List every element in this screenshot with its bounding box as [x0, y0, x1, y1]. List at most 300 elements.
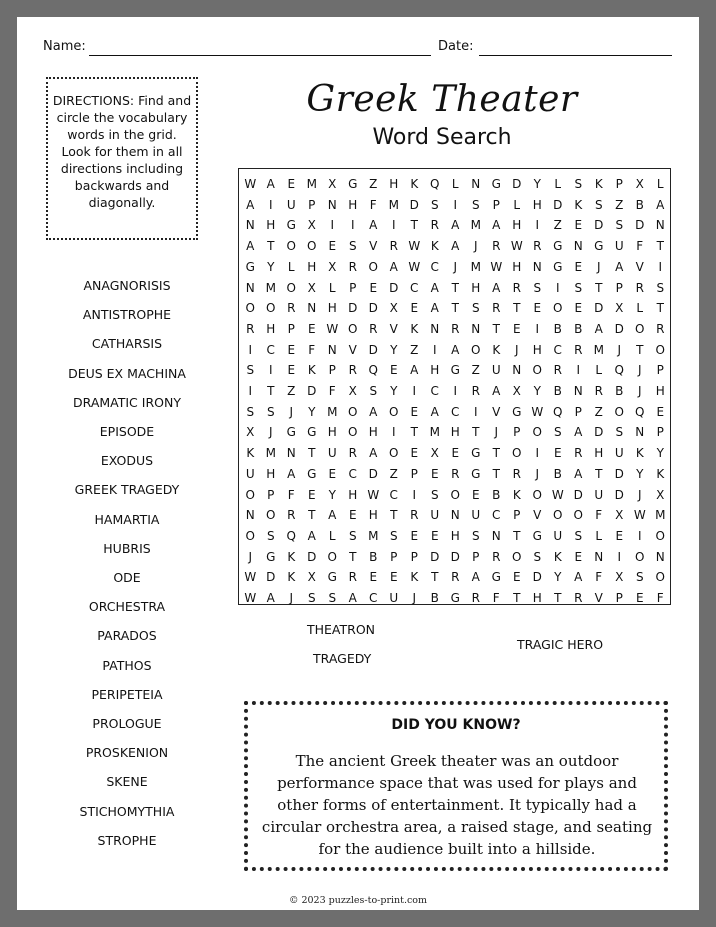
- grid-letter[interactable]: N: [327, 197, 337, 212]
- grid-letter[interactable]: C: [266, 342, 275, 357]
- grid-letter[interactable]: W: [490, 259, 503, 274]
- grid-letter[interactable]: N: [245, 508, 255, 523]
- grid-letter[interactable]: T: [636, 342, 644, 357]
- grid-letter[interactable]: P: [410, 549, 418, 564]
- grid-letter[interactable]: J: [268, 425, 273, 440]
- grid-letter[interactable]: G: [512, 404, 522, 419]
- grid-letter[interactable]: S: [471, 301, 480, 316]
- grid-letter[interactable]: U: [614, 446, 624, 461]
- grid-letter[interactable]: I: [391, 218, 396, 233]
- grid-letter[interactable]: R: [430, 218, 439, 233]
- grid-letter[interactable]: I: [453, 197, 458, 212]
- grid-letter[interactable]: M: [470, 218, 481, 233]
- grid-letter[interactable]: D: [594, 218, 604, 233]
- grid-letter[interactable]: R: [348, 446, 357, 461]
- grid-letter[interactable]: S: [430, 487, 439, 502]
- grid-letter[interactable]: F: [595, 508, 603, 523]
- grid-letter[interactable]: H: [450, 528, 460, 543]
- grid-letter[interactable]: A: [615, 259, 624, 274]
- grid-letter[interactable]: I: [617, 549, 622, 564]
- grid-letter[interactable]: T: [472, 425, 480, 440]
- grid-letter[interactable]: A: [471, 570, 480, 585]
- grid-letter[interactable]: H: [594, 446, 604, 461]
- grid-letter[interactable]: O: [532, 363, 542, 378]
- grid-letter[interactable]: B: [430, 591, 439, 605]
- grid-letter[interactable]: E: [430, 466, 439, 481]
- grid-letter[interactable]: H: [348, 197, 358, 212]
- grid-letter[interactable]: M: [265, 280, 276, 295]
- grid-letter[interactable]: D: [614, 466, 624, 481]
- grid-letter[interactable]: V: [369, 239, 378, 254]
- grid-letter[interactable]: Y: [267, 259, 275, 274]
- grid-letter[interactable]: E: [287, 342, 296, 357]
- grid-letter[interactable]: P: [615, 177, 623, 191]
- grid-letter[interactable]: A: [492, 280, 501, 295]
- grid-letter[interactable]: W: [408, 239, 421, 254]
- grid-letter[interactable]: X: [328, 177, 337, 191]
- grid-letter[interactable]: U: [614, 239, 624, 254]
- grid-letter[interactable]: S: [471, 197, 480, 212]
- grid-letter[interactable]: I: [248, 342, 253, 357]
- grid-letter[interactable]: H: [348, 487, 358, 502]
- grid-letter[interactable]: W: [510, 239, 523, 254]
- grid-letter[interactable]: P: [410, 466, 418, 481]
- grid-letter[interactable]: E: [348, 508, 357, 523]
- grid-letter[interactable]: E: [471, 487, 480, 502]
- grid-letter[interactable]: D: [430, 549, 440, 564]
- grid-letter[interactable]: S: [635, 570, 644, 585]
- grid-letter[interactable]: S: [594, 197, 603, 212]
- grid-letter[interactable]: G: [307, 466, 317, 481]
- grid-letter[interactable]: T: [656, 239, 664, 254]
- grid-letter[interactable]: D: [348, 301, 358, 316]
- grid-letter[interactable]: W: [633, 508, 646, 523]
- grid-letter[interactable]: K: [410, 177, 419, 191]
- grid-letter[interactable]: D: [389, 280, 399, 295]
- grid-letter[interactable]: H: [532, 591, 542, 605]
- grid-letter[interactable]: A: [307, 528, 316, 543]
- grid-letter[interactable]: H: [450, 425, 460, 440]
- grid-letter[interactable]: O: [266, 508, 276, 523]
- grid-letter[interactable]: S: [389, 528, 398, 543]
- grid-letter[interactable]: I: [535, 321, 540, 336]
- grid-letter[interactable]: Q: [614, 363, 624, 378]
- grid-letter[interactable]: J: [453, 259, 458, 274]
- grid-letter[interactable]: D: [573, 487, 583, 502]
- grid-letter[interactable]: N: [245, 218, 255, 233]
- grid-letter[interactable]: J: [494, 425, 499, 440]
- grid-letter[interactable]: L: [554, 177, 562, 191]
- grid-letter[interactable]: M: [265, 446, 276, 461]
- grid-letter[interactable]: Z: [389, 466, 398, 481]
- grid-letter[interactable]: U: [389, 591, 399, 605]
- grid-letter[interactable]: C: [430, 259, 439, 274]
- grid-letter[interactable]: Z: [553, 218, 562, 233]
- grid-letter[interactable]: V: [594, 591, 603, 605]
- grid-letter[interactable]: D: [307, 549, 317, 564]
- grid-letter[interactable]: P: [513, 508, 521, 523]
- grid-letter[interactable]: E: [389, 363, 398, 378]
- grid-letter[interactable]: A: [389, 259, 398, 274]
- grid-letter[interactable]: O: [266, 301, 276, 316]
- grid-letter[interactable]: Y: [328, 487, 336, 502]
- grid-letter[interactable]: T: [492, 321, 500, 336]
- grid-letter[interactable]: W: [244, 591, 257, 605]
- grid-letter[interactable]: F: [369, 197, 377, 212]
- grid-letter[interactable]: I: [555, 280, 560, 295]
- grid-letter[interactable]: G: [553, 259, 563, 274]
- grid-letter[interactable]: P: [287, 321, 295, 336]
- grid-letter[interactable]: W: [367, 487, 380, 502]
- grid-letter[interactable]: M: [593, 342, 604, 357]
- grid-letter[interactable]: R: [574, 446, 583, 461]
- grid-letter[interactable]: K: [574, 197, 583, 212]
- grid-letter[interactable]: S: [615, 425, 624, 440]
- grid-letter[interactable]: G: [553, 239, 563, 254]
- grid-letter[interactable]: B: [635, 197, 644, 212]
- grid-letter[interactable]: G: [471, 466, 481, 481]
- grid-letter[interactable]: R: [512, 280, 521, 295]
- grid-letter[interactable]: M: [429, 425, 440, 440]
- grid-letter[interactable]: T: [308, 446, 316, 461]
- grid-letter[interactable]: V: [348, 342, 357, 357]
- grid-letter[interactable]: A: [430, 404, 439, 419]
- grid-letter[interactable]: Z: [287, 384, 296, 398]
- grid-letter[interactable]: Q: [286, 528, 296, 543]
- grid-letter[interactable]: T: [513, 301, 521, 316]
- grid-letter[interactable]: T: [267, 384, 275, 398]
- grid-letter[interactable]: P: [308, 197, 316, 212]
- grid-letter[interactable]: J: [617, 342, 622, 357]
- grid-letter[interactable]: E: [656, 404, 665, 419]
- grid-letter[interactable]: W: [244, 570, 257, 585]
- grid-letter[interactable]: Z: [369, 177, 378, 191]
- grid-letter[interactable]: A: [492, 218, 501, 233]
- grid-letter[interactable]: V: [635, 259, 644, 274]
- grid-letter[interactable]: H: [430, 363, 440, 378]
- grid-letter[interactable]: T: [595, 280, 603, 295]
- grid-letter[interactable]: W: [531, 404, 544, 419]
- grid-letter[interactable]: E: [328, 239, 337, 254]
- grid-letter[interactable]: K: [287, 570, 296, 585]
- grid-letter[interactable]: L: [513, 197, 521, 212]
- grid-letter[interactable]: G: [594, 239, 604, 254]
- grid-letter[interactable]: S: [348, 528, 357, 543]
- grid-letter[interactable]: E: [369, 570, 378, 585]
- grid-letter[interactable]: C: [389, 487, 398, 502]
- grid-letter[interactable]: Y: [636, 466, 644, 481]
- grid-letter[interactable]: R: [512, 466, 521, 481]
- grid-letter[interactable]: A: [266, 177, 275, 191]
- grid-letter[interactable]: T: [492, 446, 500, 461]
- grid-letter[interactable]: J: [637, 487, 642, 502]
- grid-letter[interactable]: A: [451, 342, 460, 357]
- grid-letter[interactable]: N: [471, 321, 481, 336]
- grid-letter[interactable]: T: [554, 591, 562, 605]
- grid-letter[interactable]: G: [307, 425, 317, 440]
- grid-letter[interactable]: S: [574, 177, 583, 191]
- grid-letter[interactable]: H: [327, 425, 337, 440]
- grid-letter[interactable]: R: [553, 363, 562, 378]
- grid-letter[interactable]: I: [453, 384, 458, 398]
- grid-letter[interactable]: G: [348, 177, 358, 191]
- grid-letter[interactable]: A: [410, 363, 419, 378]
- grid-letter[interactable]: T: [451, 301, 459, 316]
- grid-letter[interactable]: Q: [368, 363, 378, 378]
- grid-letter[interactable]: R: [471, 384, 480, 398]
- grid-letter[interactable]: N: [286, 446, 296, 461]
- grid-letter[interactable]: I: [432, 342, 437, 357]
- grid-letter[interactable]: Q: [635, 404, 645, 419]
- grid-letter[interactable]: H: [266, 466, 276, 481]
- grid-letter[interactable]: F: [287, 487, 295, 502]
- grid-letter[interactable]: P: [328, 363, 336, 378]
- grid-letter[interactable]: I: [391, 425, 396, 440]
- grid-letter[interactable]: R: [471, 591, 480, 605]
- grid-letter[interactable]: I: [535, 218, 540, 233]
- grid-letter[interactable]: F: [595, 570, 603, 585]
- grid-letter[interactable]: K: [430, 239, 439, 254]
- grid-letter[interactable]: A: [266, 591, 275, 605]
- grid-letter[interactable]: N: [573, 384, 583, 398]
- grid-letter[interactable]: K: [246, 446, 255, 461]
- grid-letter[interactable]: X: [512, 384, 521, 398]
- grid-letter[interactable]: P: [656, 425, 664, 440]
- grid-letter[interactable]: P: [574, 404, 582, 419]
- grid-letter[interactable]: V: [492, 404, 501, 419]
- grid-letter[interactable]: H: [266, 218, 276, 233]
- grid-letter[interactable]: L: [656, 177, 664, 191]
- grid-letter[interactable]: W: [551, 487, 564, 502]
- grid-letter[interactable]: A: [430, 301, 439, 316]
- grid-letter[interactable]: F: [656, 591, 664, 605]
- grid-letter[interactable]: N: [307, 301, 317, 316]
- grid-letter[interactable]: R: [594, 384, 603, 398]
- grid-letter[interactable]: Y: [554, 570, 562, 585]
- grid-letter[interactable]: I: [473, 404, 478, 419]
- grid-letter[interactable]: A: [369, 218, 378, 233]
- grid-letter[interactable]: O: [327, 549, 337, 564]
- grid-letter[interactable]: U: [286, 197, 296, 212]
- grid-letter[interactable]: R: [574, 342, 583, 357]
- grid-letter[interactable]: X: [615, 508, 624, 523]
- grid-letter[interactable]: R: [389, 239, 398, 254]
- grid-letter[interactable]: V: [533, 508, 542, 523]
- grid-letter[interactable]: G: [471, 446, 481, 461]
- grid-letter[interactable]: M: [470, 259, 481, 274]
- grid-letter[interactable]: V: [389, 321, 398, 336]
- grid-letter[interactable]: X: [656, 487, 665, 502]
- grid-letter[interactable]: G: [450, 591, 460, 605]
- grid-letter[interactable]: T: [349, 549, 357, 564]
- grid-letter[interactable]: C: [492, 508, 501, 523]
- grid-letter[interactable]: J: [412, 591, 417, 605]
- grid-letter[interactable]: A: [451, 218, 460, 233]
- grid-letter[interactable]: P: [390, 549, 398, 564]
- grid-letter[interactable]: S: [328, 591, 337, 605]
- grid-letter[interactable]: O: [512, 549, 522, 564]
- grid-letter[interactable]: U: [327, 446, 337, 461]
- grid-letter[interactable]: M: [655, 508, 666, 523]
- grid-letter[interactable]: E: [574, 259, 583, 274]
- grid-letter[interactable]: S: [266, 528, 275, 543]
- grid-letter[interactable]: S: [266, 404, 275, 419]
- grid-letter[interactable]: N: [655, 549, 665, 564]
- grid-letter[interactable]: R: [348, 570, 357, 585]
- grid-letter[interactable]: B: [553, 321, 562, 336]
- grid-letter[interactable]: K: [656, 466, 665, 481]
- grid-letter[interactable]: T: [410, 218, 418, 233]
- grid-letter[interactable]: A: [369, 404, 378, 419]
- grid-letter[interactable]: J: [473, 239, 478, 254]
- grid-letter[interactable]: C: [553, 342, 562, 357]
- grid-letter[interactable]: B: [492, 487, 501, 502]
- grid-letter[interactable]: P: [349, 280, 357, 295]
- grid-letter[interactable]: M: [327, 404, 338, 419]
- grid-letter[interactable]: X: [615, 301, 624, 316]
- grid-letter[interactable]: L: [328, 280, 336, 295]
- grid-letter[interactable]: R: [451, 321, 460, 336]
- grid-letter[interactable]: O: [389, 446, 399, 461]
- grid-letter[interactable]: T: [492, 466, 500, 481]
- grid-letter[interactable]: H: [368, 508, 378, 523]
- grid-letter[interactable]: F: [328, 384, 336, 398]
- grid-letter[interactable]: K: [492, 342, 501, 357]
- grid-letter[interactable]: R: [492, 549, 501, 564]
- grid-letter[interactable]: E: [287, 363, 296, 378]
- grid-letter[interactable]: N: [532, 259, 542, 274]
- grid-letter[interactable]: U: [430, 508, 440, 523]
- grid-letter[interactable]: O: [573, 508, 583, 523]
- grid-letter[interactable]: D: [307, 384, 317, 398]
- grid-letter[interactable]: X: [307, 218, 316, 233]
- grid-letter[interactable]: E: [410, 528, 419, 543]
- grid-letter[interactable]: R: [635, 280, 644, 295]
- grid-letter[interactable]: G: [245, 259, 255, 274]
- grid-letter[interactable]: H: [532, 342, 542, 357]
- grid-letter[interactable]: Z: [615, 197, 624, 212]
- grid-letter[interactable]: L: [595, 363, 603, 378]
- grid-letter[interactable]: Z: [410, 342, 419, 357]
- grid-letter[interactable]: H: [266, 321, 276, 336]
- grid-letter[interactable]: S: [553, 425, 562, 440]
- grid-letter[interactable]: O: [245, 301, 255, 316]
- grid-letter[interactable]: D: [614, 321, 624, 336]
- grid-letter[interactable]: R: [348, 259, 357, 274]
- grid-letter[interactable]: A: [369, 446, 378, 461]
- grid-letter[interactable]: R: [287, 508, 296, 523]
- grid-letter[interactable]: X: [246, 425, 255, 440]
- grid-letter[interactable]: O: [635, 321, 645, 336]
- grid-letter[interactable]: T: [513, 591, 521, 605]
- grid-letter[interactable]: K: [410, 570, 419, 585]
- grid-letter[interactable]: U: [491, 363, 501, 378]
- grid-letter[interactable]: I: [535, 446, 540, 461]
- grid-letter[interactable]: D: [532, 570, 542, 585]
- grid-letter[interactable]: O: [348, 321, 358, 336]
- grid-letter[interactable]: O: [286, 239, 296, 254]
- grid-letter[interactable]: I: [248, 384, 253, 398]
- grid-letter[interactable]: P: [267, 487, 275, 502]
- grid-letter[interactable]: O: [655, 528, 665, 543]
- grid-letter[interactable]: Y: [308, 404, 316, 419]
- grid-letter[interactable]: L: [636, 301, 644, 316]
- grid-letter[interactable]: G: [532, 528, 542, 543]
- grid-letter[interactable]: S: [574, 528, 583, 543]
- grid-letter[interactable]: B: [615, 384, 624, 398]
- grid-letter[interactable]: H: [471, 280, 481, 295]
- grid-letter[interactable]: A: [287, 466, 296, 481]
- grid-letter[interactable]: S: [615, 218, 624, 233]
- grid-letter[interactable]: P: [615, 280, 623, 295]
- grid-letter[interactable]: D: [368, 301, 378, 316]
- grid-letter[interactable]: E: [512, 321, 521, 336]
- grid-letter[interactable]: N: [450, 508, 460, 523]
- grid-letter[interactable]: O: [348, 404, 358, 419]
- grid-letter[interactable]: C: [430, 384, 439, 398]
- grid-letter[interactable]: O: [471, 342, 481, 357]
- grid-letter[interactable]: L: [451, 177, 459, 191]
- grid-letter[interactable]: N: [512, 363, 522, 378]
- grid-letter[interactable]: R: [492, 301, 501, 316]
- grid-letter[interactable]: H: [368, 425, 378, 440]
- grid-letter[interactable]: D: [594, 425, 604, 440]
- grid-letter[interactable]: I: [350, 218, 355, 233]
- grid-letter[interactable]: N: [635, 425, 645, 440]
- grid-letter[interactable]: O: [635, 549, 645, 564]
- grid-letter[interactable]: U: [245, 466, 255, 481]
- grid-letter[interactable]: I: [268, 363, 273, 378]
- grid-letter[interactable]: R: [656, 321, 665, 336]
- grid-letter[interactable]: I: [658, 259, 663, 274]
- grid-letter[interactable]: X: [348, 384, 357, 398]
- grid-letter[interactable]: R: [574, 591, 583, 605]
- grid-letter[interactable]: N: [573, 239, 583, 254]
- grid-letter[interactable]: M: [388, 197, 399, 212]
- grid-letter[interactable]: S: [369, 384, 378, 398]
- grid-letter[interactable]: X: [615, 570, 624, 585]
- grid-letter[interactable]: E: [553, 446, 562, 461]
- grid-letter[interactable]: G: [491, 570, 501, 585]
- grid-letter[interactable]: G: [450, 363, 460, 378]
- grid-letter[interactable]: T: [267, 239, 275, 254]
- grid-letter[interactable]: J: [535, 466, 540, 481]
- grid-letter[interactable]: H: [307, 259, 317, 274]
- grid-letter[interactable]: A: [451, 239, 460, 254]
- grid-letter[interactable]: I: [412, 487, 417, 502]
- grid-letter[interactable]: C: [451, 404, 460, 419]
- grid-letter[interactable]: S: [348, 239, 357, 254]
- grid-letter[interactable]: M: [306, 177, 317, 191]
- grid-letter[interactable]: R: [410, 508, 419, 523]
- grid-letter[interactable]: G: [286, 218, 296, 233]
- grid-letter[interactable]: E: [307, 487, 316, 502]
- grid-letter[interactable]: R: [451, 466, 460, 481]
- grid-letter[interactable]: T: [513, 528, 521, 543]
- grid-letter[interactable]: E: [533, 301, 542, 316]
- grid-letter[interactable]: U: [594, 487, 604, 502]
- grid-letter[interactable]: K: [287, 549, 296, 564]
- grid-letter[interactable]: D: [594, 301, 604, 316]
- grid-letter[interactable]: G: [266, 549, 276, 564]
- grid-letter[interactable]: H: [327, 301, 337, 316]
- grid-letter[interactable]: O: [553, 508, 563, 523]
- grid-letter[interactable]: D: [266, 570, 276, 585]
- grid-letter[interactable]: A: [656, 197, 665, 212]
- grid-letter[interactable]: K: [307, 363, 316, 378]
- grid-letter[interactable]: E: [635, 591, 644, 605]
- grid-letter[interactable]: O: [245, 487, 255, 502]
